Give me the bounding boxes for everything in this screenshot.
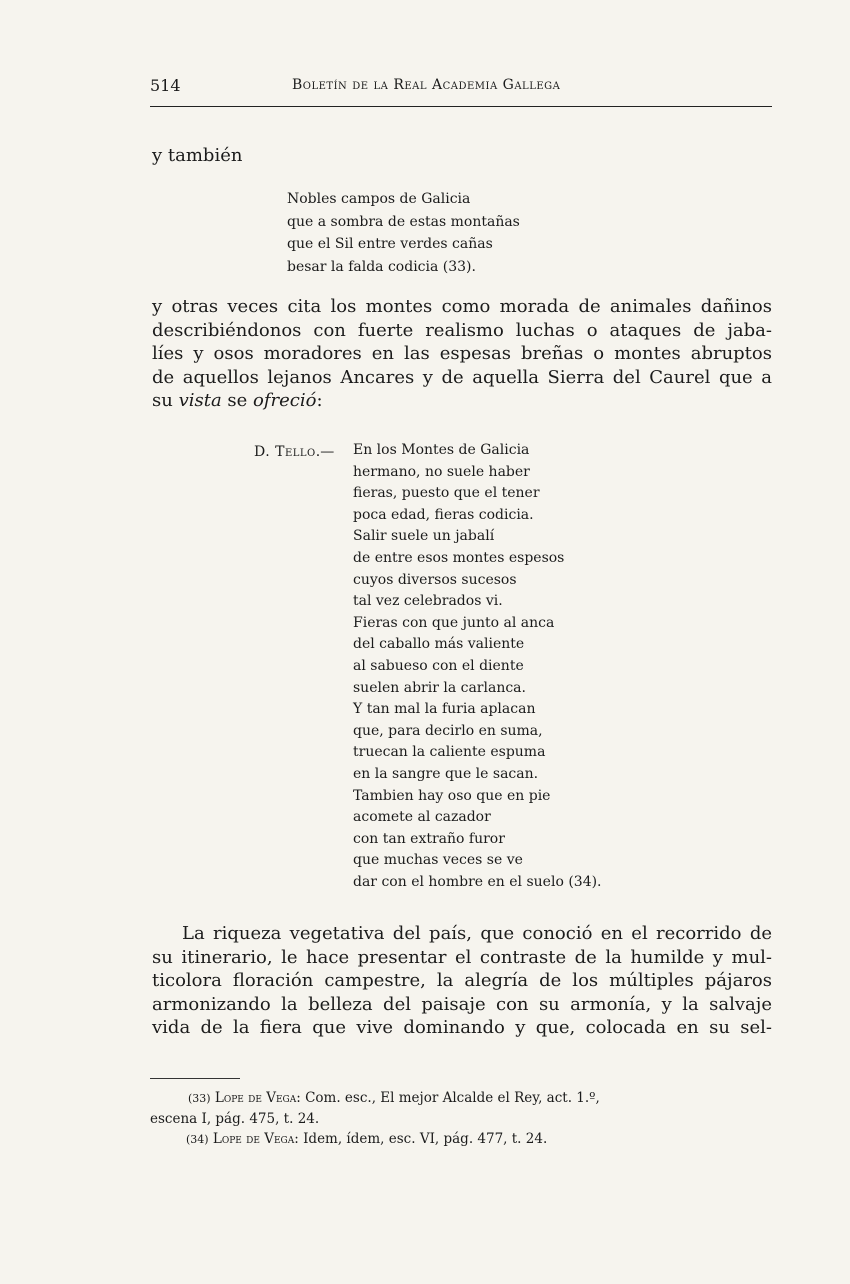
paragraph-line: La riqueza vegetativa del país, que conoció en el recorrido de [182,923,772,944]
footnote-ref: (34) [186,1133,209,1146]
verse-line: hermano, no suele haber [353,463,530,480]
footnote-33 [150,1088,770,1129]
verse-line: en la sangre que le sacan. [353,765,539,782]
footnote-author: Lope de Vega [214,1090,297,1106]
footnote-rule [150,1078,240,1079]
footnote-ref: (33) [188,1092,211,1105]
header-rule [150,106,772,107]
speaker-name: D. Tello [254,444,316,460]
verse-quote-nobles [287,188,520,278]
verse-line: besar la falda codicia (33). [287,258,476,275]
footnote-34 [150,1129,770,1150]
paragraph-riqueza [152,922,772,1040]
verse-line: que el Sil entre verdes cañas [287,236,493,252]
verse-line: cuyos diversos sucesos [353,571,517,588]
text-run: su [152,390,179,412]
paragraph-line: y otras veces cita los montes como morada de animales dañinos [152,296,772,317]
paragraph-line: armonizando la belleza del paisaje con su armonía, y la salvaje [152,993,772,1015]
paragraph-line: líes y osos moradores en las espesas breñas o montes abruptos [152,343,772,365]
paragraph-line: vida de la fiera que vive dominando y que, colocada en su sel- [152,1017,772,1039]
footnote-text: : Com. esc., El mejor Alcalde el Rey, act. 1.º, [296,1090,600,1106]
verse-line: Salir suele un jabalí [353,528,495,545]
page-header [150,76,770,98]
verse-line: fieras, puesto que el tener [353,485,540,502]
italic-word: vista [178,390,222,412]
lead-in-text: y también [152,145,243,166]
verse-line: truecan la caliente espuma [353,744,546,761]
verse-line: de entre esos montes espesos [353,549,565,566]
paragraph-line: ticolora floración campestre, la alegría de los múltiples pájaros [152,970,772,992]
verse-line: acomete al cazador [353,809,491,826]
footnote-text: : Idem, ídem, esc. VI, pág. 477, t. 24. [294,1131,548,1147]
text-run: : [316,390,323,412]
verse-line: En los Montes de Galicia [353,442,530,458]
verse-quote-tello [353,440,602,893]
footnote-author: Lope de Vega [212,1131,295,1147]
verse-line: dar con el hombre en el suelo (34). [353,873,602,890]
paragraph-line: su itinerario, le hace presentar el contraste de la humilde y mul- [152,946,772,968]
paragraph-line: de aquellos lejanos Ancares y de aquella Sierra del Caurel que a [152,366,772,388]
verse-line: que muchas veces se ve [353,852,523,869]
footnote-line: escena I, pág. 475, t. 24. [150,1111,320,1127]
speaker-dash: .— [315,444,335,460]
footnotes [150,1088,770,1150]
footnote-line [150,1088,770,1109]
page-number: 514 [150,76,181,95]
paragraph-line [152,389,772,413]
verse-line: del caballo más valiente [353,636,525,653]
verse-line: Y tan mal la furia aplacan [353,701,536,718]
running-title: Boletín de la Real Academia Gallega [292,77,561,93]
verse-line: con tan extraño furor [353,830,505,847]
verse-line: tal vez celebrados vi. [353,593,503,610]
verse-line: que a sombra de estas montañas [287,213,520,230]
verse-line: al sabueso con el diente [353,657,524,674]
italic-word: ofreció [253,390,317,412]
verse-line: Nobles campos de Galicia [287,191,471,207]
verse-line: suelen abrir la carlanca. [353,679,526,696]
paragraph-montes [152,295,772,413]
verse-line: Tambien hay oso que en pie [353,787,551,804]
text-run: se [221,390,254,412]
speaker-label [254,444,334,460]
verse-line: poca edad, fieras codicia. [353,506,534,523]
paragraph-line: describiéndonos con fuerte realismo luchas o ataques de jaba- [152,319,772,341]
verse-line: Fieras con que junto al anca [353,614,555,631]
verse-line: que, para decirlo en suma, [353,722,543,739]
